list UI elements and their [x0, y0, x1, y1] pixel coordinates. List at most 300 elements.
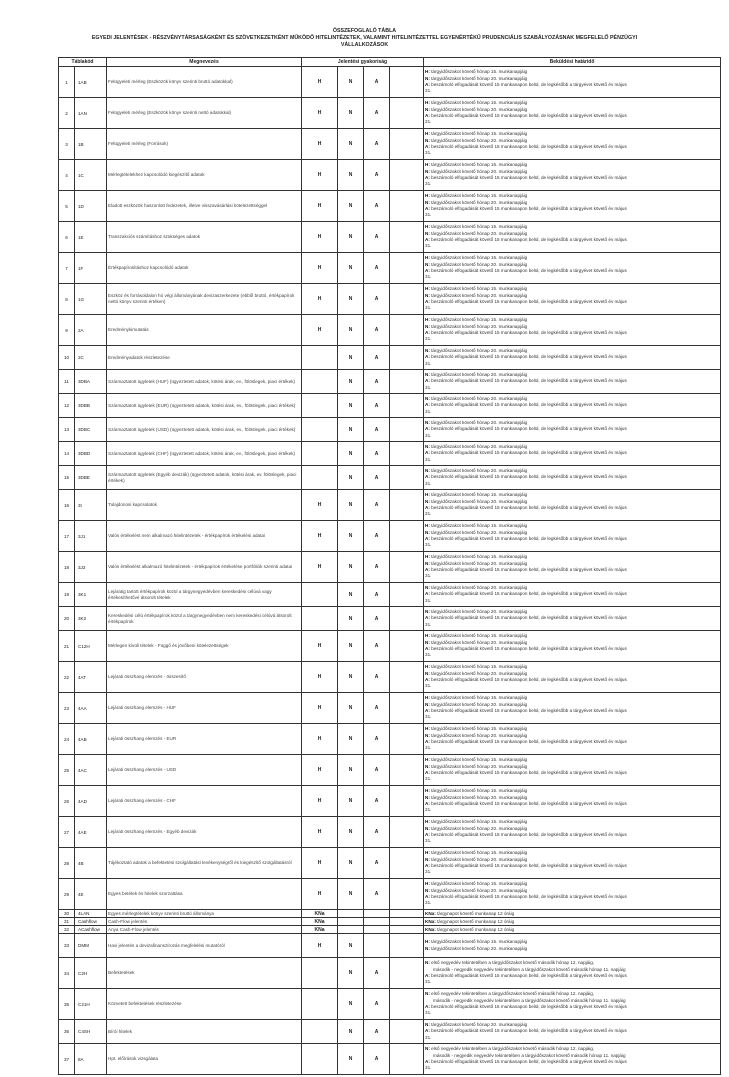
freq-h: KNa: [302, 926, 338, 934]
deadline-tail: 31.: [425, 456, 432, 462]
deadline-text: tárgyidőszakot követő hónap 20. munkanapjáig: [431, 1022, 528, 1028]
deadline-cell: H: tárgyidőszakot követő hónap 15. munkanapjáig N: tárgyidőszakot követő hónap 20. munkanapjáig A: beszámoló elfogadását követő 15 munkanapon belül, de legkésőbb a tárgyévet követő év május 31.: [424, 521, 721, 552]
deadline-text: tárgyidőszakot követő hónap 20. munkanapjáig: [431, 639, 528, 645]
table-code: 3DBA: [75, 370, 107, 394]
deadline-tail: 31.: [425, 621, 432, 627]
table-code: 4AT: [75, 662, 107, 693]
freq-a: [364, 918, 390, 926]
document-subtitle-2: VÁLLALKOZÁSOK: [340, 42, 389, 48]
freq-a: A: [364, 693, 390, 724]
table-row: [59, 817, 721, 848]
freq-spacer: [390, 848, 424, 879]
deadline-tail: 31.: [425, 88, 432, 94]
freq-a: A: [364, 631, 390, 662]
table-row: [59, 607, 721, 631]
row-number: 15: [59, 466, 75, 490]
row-number: 25: [59, 755, 75, 786]
deadline-tail: 31.: [425, 597, 432, 603]
freq-n: [338, 926, 364, 934]
table-row: [59, 755, 721, 786]
deadline-tail: 31.: [425, 181, 432, 187]
deadline-text: beszámoló elfogadását követő 15 munkanapon belül, de legkésőbb a tárgyévet követő év május: [431, 739, 627, 744]
table-row: [59, 98, 721, 129]
summary-table: [58, 57, 721, 1075]
deadline-text: beszámoló elfogadását követő 15 munkanapon belül, de legkésőbb a tárgyévet követő év május: [431, 770, 627, 775]
freq-n: N: [338, 160, 364, 191]
deadline-text: tárgyidőszakot követő hónap 20. munkanapjáig: [431, 468, 528, 474]
deadline-text: tárgyidőszakot követő hónap 15. munkanapjáig: [431, 492, 528, 498]
freq-n: N: [338, 552, 364, 583]
freq-n: N: [338, 817, 364, 848]
deadline-cell: N: tárgyidőszakot követő hónap 20. munkanapjáig A: beszámoló elfogadását követő 15 munkanapon belül, de legkésőbb a tárgyévet követő év május 31.: [424, 442, 721, 466]
freq-a: A: [364, 662, 390, 693]
deadline-tail: 31.: [425, 573, 432, 579]
row-number: 24: [59, 724, 75, 755]
deadline-cell: N: első negyedév tekintetében a tárgyidőszakot követő második hónap 12. napjáig, második - negyedik negyedév tekintetében a tárgyidőszakot követő második hónap 11. napjáig A: beszámoló elfogadását követő 15 munkanapon belül, de legkésőbb a tárgyévet követő év május 31.: [424, 1044, 721, 1075]
freq-h: H: [302, 934, 338, 958]
freq-a: A: [364, 490, 390, 521]
freq-n: N: [338, 394, 364, 418]
deadline-text: tárgyidőszakot követő hónap 15. munkanapjáig: [431, 255, 528, 261]
freq-n: N: [338, 662, 364, 693]
row-number: 9: [59, 315, 75, 346]
table-row: [59, 786, 721, 817]
table-row: [59, 315, 721, 346]
freq-h: H: [302, 786, 338, 817]
row-number: 11: [59, 370, 75, 394]
deadline-text: beszámoló elfogadását követő 15 munkanapon belül, de legkésőbb a tárgyévet követő év május: [431, 82, 627, 87]
table-code: 3DBE: [75, 466, 107, 490]
deadline-cell: N: tárgyidőszakot követő hónap 20. munkanapjáig A: beszámoló elfogadását követő 15 munkanapon belül, de legkésőbb a tárgyévet követő év május 31.: [424, 583, 721, 607]
deadline-cell: H: tárgyidőszakot követő hónap 15. munkanapjáig N: tárgyidőszakot követő hónap 20. munkanapjáig A: beszámoló elfogadását követő 15 munkanapon belül, de legkésőbb a tárgyévet követő év május 31.: [424, 817, 721, 848]
row-description: Tájékoztató adatok a befektetési szolgáltatási tevékenységről és kiegészítő szolgáltatásról: [107, 848, 302, 879]
table-row: [59, 253, 721, 284]
table-row: [59, 129, 721, 160]
freq-a: A: [364, 315, 390, 346]
table-body: [59, 67, 721, 1075]
deadline-cell: H: tárgyidőszakot követő hónap 15. munkanapjáig N: tárgyidőszakot követő hónap 20. munkanapjáig A: beszámoló elfogadását követő 15 munkanapon belül, de legkésőbb a tárgyévet követő év május 31.: [424, 315, 721, 346]
table-code: 1AB: [75, 67, 107, 98]
table-code: 1D: [75, 191, 107, 222]
row-number: 19: [59, 583, 75, 607]
row-number: 21: [59, 631, 75, 662]
table-code: C2H: [75, 958, 107, 989]
deadline-text: beszámoló elfogadását követő 15 munkanapon belül, de legkésőbb a tárgyévet követő év május: [431, 378, 627, 384]
freq-a: A: [364, 394, 390, 418]
deadline-text: beszámoló elfogadását követő 15 munkanapon belül, de legkésőbb a tárgyévet követő év május: [431, 402, 627, 408]
deadline-tail: 31.: [425, 1065, 432, 1071]
deadline-text: tárgyidőszakot követő hónap 15. munkanapjáig: [431, 193, 528, 199]
freq-spacer: [390, 466, 424, 490]
deadline-text: beszámoló elfogadását követő 15 munkanapon belül, de legkésőbb a tárgyévet követő év május: [431, 615, 627, 621]
row-number: 22: [59, 662, 75, 693]
table-code: 4B: [75, 848, 107, 879]
deadline-cell: H: tárgyidőszakot követő hónap 15. munkanapjáig N: tárgyidőszakot követő hónap 20. munkanapjáig A: beszámoló elfogadását követő 15 munkanapon belül, de legkésőbb a tárgyévet követő év május 31.: [424, 129, 721, 160]
row-number: 35: [59, 989, 75, 1020]
row-number: 28: [59, 848, 75, 879]
row-number: 27: [59, 817, 75, 848]
freq-h: [302, 394, 338, 418]
row-number: 10: [59, 346, 75, 370]
row-description: Eszköz és forrásoldalon hó végi állományának devizaszerkezete (ebből bruttó, értékpapírok nettó könyv szerinti értéken): [107, 284, 302, 315]
table-code: 4AD: [75, 786, 107, 817]
row-number: 34: [59, 958, 75, 989]
deadline-text: tárgyidőszakot követő hónap 15. munkanapjáig: [431, 850, 528, 856]
deadline-text: tárgyidőszakot követő hónap 20. munkanapjáig: [431, 396, 528, 402]
deadline-tail: 31.: [425, 336, 432, 342]
deadline-cell: H: tárgyidőszakot követő hónap 15. munkanapjáig N: tárgyidőszakot követő hónap 20. munkanapjáig A: beszámoló elfogadását követő 15 munkanapon belül, de legkésőbb a tárgyévet követő év május 31.: [424, 284, 721, 315]
deadline-text: tárgyidőszakot követő hónap 20. munkanapjáig: [431, 529, 528, 535]
freq-h: KNa: [302, 918, 338, 926]
deadline-text: tárgyidőszakot követő hónap 15. munkanapjáig: [431, 788, 528, 794]
deadline-tail: 31.: [425, 838, 432, 844]
table-row: [59, 1044, 721, 1075]
freq-a: A: [364, 786, 390, 817]
freq-spacer: [390, 1044, 424, 1075]
freq-spacer: [390, 490, 424, 521]
deadline-text: tárgyidőszakot követő hónap 20. munkanapjáig: [431, 825, 528, 831]
row-number: 7: [59, 253, 75, 284]
row-description: Felügyeleti mérleg (Eszközök könyv szerinti nettó adatokkal): [107, 98, 302, 129]
table-row: [59, 394, 721, 418]
deadline-cell: N: első negyedév tekintetében a tárgyidőszakot követő második hónap 12. napjáig, második - negyedik negyedév tekintetében a tárgyidőszakot követő második hónap 11. napjáig A: beszámoló elfogadását követő 15 munkanapon belül, de legkésőbb a tárgyévet követő év május 31.: [424, 958, 721, 989]
deadline-text: első negyedév tekintetében a tárgyidőszakot követő második hónap 12. napjáig,: [431, 960, 595, 966]
freq-n: N: [338, 370, 364, 394]
deadline-text: tárgyidőszakot követő hónap 15. munkanapjáig: [431, 286, 528, 292]
table-code: 3K2: [75, 607, 107, 631]
deadline-tail: 31.: [425, 652, 432, 658]
row-description: Lejárati összhang elemzés - HUF: [107, 693, 302, 724]
table-code: 3I: [75, 490, 107, 521]
table-code: Cashflow: [75, 918, 107, 926]
table-code: ACashflow: [75, 926, 107, 934]
freq-n: N: [338, 631, 364, 662]
table-row: [59, 910, 721, 918]
deadline-cell: H: tárgyidőszakot követő hónap 15. munkanapjáig N: tárgyidőszakot követő hónap 20. munkanapjáig A: beszámoló elfogadását követő 15 munkanapon belül, de legkésőbb a tárgyévet követő év május 31.: [424, 724, 721, 755]
table-code: 1E: [75, 222, 107, 253]
deadline-text: beszámoló elfogadását követő 15 munkanapon belül, de legkésőbb a tárgyévet követő év május: [431, 801, 627, 806]
row-description: Cash-Flow jelentés: [107, 918, 302, 926]
freq-spacer: [390, 129, 424, 160]
deadline-tail: 31.: [425, 714, 432, 720]
row-description: Felügyeleti mérleg (Eszközök könyv szerinti bruttó adatokkal): [107, 67, 302, 98]
row-description: Származtatott ügyletek (EUR) (ügyeztetett adatok, kötési árak, ev., fölöslegek, piaci értékek): [107, 394, 302, 418]
freq-h: H: [302, 817, 338, 848]
freq-spacer: [390, 1020, 424, 1044]
deadline-cell: N: tárgyidőszakot követő hónap 20. munkanapjáig A: beszámoló elfogadását követő 15 munkanapon belül, de legkésőbb a tárgyévet követő év május 31.: [424, 394, 721, 418]
freq-spacer: [390, 521, 424, 552]
table-row: [59, 724, 721, 755]
freq-spacer: [390, 724, 424, 755]
deadline-text: beszámoló elfogadását követő 15 munkanapon belül, de legkésőbb a tárgyévet követő év május: [431, 973, 627, 978]
table-header-row: [59, 58, 721, 67]
freq-n: N: [338, 253, 364, 284]
freq-spacer: [390, 693, 424, 724]
deadline-tail: 31.: [425, 869, 432, 875]
deadline-tail: 31.: [425, 480, 432, 486]
freq-h: H: [302, 662, 338, 693]
table-code: C12H: [75, 631, 107, 662]
table-code: 3DBB: [75, 394, 107, 418]
freq-spacer: [390, 370, 424, 394]
table-code: 2C: [75, 346, 107, 370]
row-description: Bírói hitelek: [107, 1020, 302, 1044]
deadline-text: tárgyidőszakot követő hónap 15. munkanapjáig: [431, 633, 528, 639]
deadline-tail: 31.: [425, 1034, 432, 1040]
deadline-text: tárgyidőszakot követő hónap 20. munkanapjáig: [431, 323, 528, 329]
deadline-cell: N: tárgyidőszakot követő hónap 20. munkanapjáig A: beszámoló elfogadását követő 15 munkanapon belül, de legkésőbb a tárgyévet követő év május 31.: [424, 1020, 721, 1044]
freq-n: N: [338, 490, 364, 521]
deadline-text: tárgyidőszakot követő hónap 15. munkanapjáig: [431, 224, 528, 230]
deadline-cell: H: tárgyidőszakot követő hónap 15. munkanapjáig N: tárgyidőszakot követő hónap 20. munkanapjáig A: beszámoló elfogadását követő 15 munkanapon belül, de legkésőbb a tárgyévet követő év május 31.: [424, 631, 721, 662]
table-row: [59, 346, 721, 370]
row-description: Eladott eszközök haszonlott fedezetek, illetve visszavásárlási kötelezettséggel: [107, 191, 302, 222]
deadline-text: tárgyidőszakot követő hónap 20. munkanapjáig: [431, 887, 528, 893]
deadline-tail: 31.: [425, 360, 432, 366]
freq-spacer: [390, 926, 424, 934]
deadline-tail: 31.: [425, 432, 432, 438]
freq-a: A: [364, 583, 390, 607]
freq-h: [302, 1044, 338, 1075]
row-number: 5: [59, 191, 75, 222]
row-number: 14: [59, 442, 75, 466]
deadline-cell: H: tárgyidőszakot követő hónap 15. munkanapjáig N: tárgyidőszakot követő hónap 20. munkanapjáig A: beszámoló elfogadását követő 15 munkanapon belül, de legkésőbb a tárgyévet követő év május 31.: [424, 160, 721, 191]
row-description: Értékpapírosításhoz kapcsolódó adatok: [107, 253, 302, 284]
row-number: 37: [59, 1044, 75, 1075]
deadline-text: második - negyedik negyedév tekintetében a tárgyidőszakot követő második hónap 11. napjáig: [433, 997, 626, 1003]
deadline-text: tárgyidőszakot követő hónap 20. munkanapjáig: [431, 75, 528, 81]
freq-spacer: [390, 67, 424, 98]
freq-h: H: [302, 315, 338, 346]
deadline-cell: KNa: tárgynapot követő munkanap 12 óráig: [424, 918, 721, 926]
table-row: [59, 222, 721, 253]
row-number: 32: [59, 926, 75, 934]
row-description: Felügyeleti mérleg (Források): [107, 129, 302, 160]
deadline-text: tárgyidőszakot követő hónap 20. munkanapjáig: [431, 420, 528, 426]
table-code: 3DBC: [75, 418, 107, 442]
deadline-text: beszámoló elfogadását követő 15 munkanapon belül, de legkésőbb a tárgyévet követő év május: [431, 591, 627, 597]
freq-spacer: [390, 418, 424, 442]
deadline-text: tárgyidőszakot követő hónap 15. munkanapjáig: [431, 131, 528, 137]
row-description: Transzakciós számításhoz szükséges adatok: [107, 222, 302, 253]
freq-n: N: [338, 1044, 364, 1075]
document-header: [0, 0, 729, 49]
deadline-text: beszámoló elfogadását követő 15 munkanapon belül, de legkésőbb a tárgyévet követő év május: [431, 536, 627, 541]
deadline-cell: H: tárgyidőszakot követő hónap 15. munkanapjáig N: tárgyidőszakot követő hónap 20. munkanapjáig A: beszámoló elfogadását követő 15 munkanapon belül, de legkésőbb a tárgyévet követő év május 31.: [424, 253, 721, 284]
table-code: 4E: [75, 879, 107, 910]
table-row: [59, 926, 721, 934]
deadline-tail: 31.: [425, 274, 432, 280]
table-row: [59, 693, 721, 724]
deadline-cell: H: tárgyidőszakot követő hónap 15. munkanapjáig N: tárgyidőszakot követő hónap 20. munkanapjáig A: beszámoló elfogadását követő 15 munkanapon belül, de legkésőbb a tárgyévet követő év május 31.: [424, 552, 721, 583]
freq-h: [302, 418, 338, 442]
freq-spacer: [390, 817, 424, 848]
table-code: 1G: [75, 284, 107, 315]
freq-spacer: [390, 394, 424, 418]
row-description: Lejárati összhang elemzés - Egyéb devizák: [107, 817, 302, 848]
deadline-cell: H: tárgyidőszakot követő hónap 15. munkanapjáig N: tárgyidőszakot követő hónap 20. munkanapjáig A: beszámoló elfogadását követő 15 munkanapon belül, de legkésőbb a tárgyévet követő év május 31.: [424, 786, 721, 817]
deadline-text: beszámoló elfogadását követő 15 munkanapon belül, de legkésőbb a tárgyévet követő év május: [431, 426, 627, 432]
deadline-text: tárgyidőszakot követő hónap 20. munkanapjáig: [431, 444, 528, 450]
deadline-tail: 31.: [425, 119, 432, 125]
freq-spacer: [390, 284, 424, 315]
table-row: [59, 418, 721, 442]
deadline-text: tárgyidőszakot követő hónap 15. munkanapjáig: [431, 100, 528, 106]
table-code: C21H: [75, 989, 107, 1020]
freq-a: A: [364, 98, 390, 129]
deadline-cell: N: első negyedév tekintetében a tárgyidőszakot követő második hónap 12. napjáig, második - negyedik negyedév tekintetében a tárgyidőszakot követő második hónap 11. napjáig A: beszámoló elfogadását követő 15 munkanapon belül, de legkésőbb a tárgyévet követő év május 31.: [424, 989, 721, 1020]
freq-spacer: [390, 346, 424, 370]
row-number: 17: [59, 521, 75, 552]
freq-a: A: [364, 552, 390, 583]
row-number: 18: [59, 552, 75, 583]
row-description: Tulajdonosi kapcsolatok: [107, 490, 302, 521]
freq-h: H: [302, 755, 338, 786]
deadline-text: tárgyidőszakot követő hónap 20. munkanapjáig: [431, 137, 528, 143]
freq-a: A: [364, 1020, 390, 1044]
freq-a: [364, 926, 390, 934]
deadline-text: beszámoló elfogadását követő 15 munkanapon belül, de legkésőbb a tárgyévet követő év május: [431, 450, 627, 456]
deadline-text: tárgyidőszakot követő hónap 15. munkanapjáig: [431, 695, 528, 701]
table-code: 3K1: [75, 583, 107, 607]
freq-h: [302, 607, 338, 631]
freq-n: N: [338, 693, 364, 724]
deadline-text: tárgynapot követő munkanap 12 óráig: [437, 918, 515, 924]
deadline-cell: H: tárgyidőszakot követő hónap 15. munkanapjáig N: tárgyidőszakot követő hónap 20. munkanapjáig A: beszámoló elfogadását követő 15 munkanapon belül, de legkésőbb a tárgyévet követő év május 31.: [424, 191, 721, 222]
row-description: Kereskedési célú értékpapírok közül a tárgynegyedévben nem kereskedési célúvá átsorolt értékpapírok: [107, 607, 302, 631]
row-description: Mérlegtételekhez kapcsolódó kiegészítő adatok: [107, 160, 302, 191]
row-number: 26: [59, 786, 75, 817]
table-row: [59, 662, 721, 693]
deadline-text: tárgyidőszakot követő hónap 15. munkanapjáig: [431, 523, 528, 529]
freq-h: H: [302, 191, 338, 222]
row-description: Lejárati összhang elemzés - EUR: [107, 724, 302, 755]
deadline-text: tárgyidőszakot követő hónap 20. munkanapjáig: [431, 168, 528, 174]
table-code: 8A: [75, 1044, 107, 1075]
freq-spacer: [390, 910, 424, 918]
deadline-text: tárgyidőszakot követő hónap 20. munkanapjáig: [431, 199, 528, 205]
deadline-text: tárgyidőszakot követő hónap 20. munkanapjáig: [431, 701, 528, 707]
deadline-text: beszámoló elfogadását követő 15 munkanapon belül, de legkésőbb a tárgyévet követő év május: [431, 894, 627, 899]
deadline-text: első negyedév tekintetében a tárgyidőszakot követő második hónap 12. napjáig,: [431, 1046, 595, 1052]
row-number: 4: [59, 160, 75, 191]
table-row: [59, 879, 721, 910]
freq-n: N: [338, 786, 364, 817]
deadline-cell: N: tárgyidőszakot követő hónap 20. munkanapjáig A: beszámoló elfogadását követő 15 munkanapon belül, de legkésőbb a tárgyévet követő év május 31.: [424, 466, 721, 490]
table-row: [59, 1020, 721, 1044]
deadline-tail: 31.: [425, 305, 432, 311]
freq-a: A: [364, 253, 390, 284]
table-row: [59, 918, 721, 926]
table-row: [59, 284, 721, 315]
document-title: ÖSSZEFOGLALÓ TÁBLA: [332, 28, 397, 34]
row-number: 33: [59, 934, 75, 958]
freq-h: H: [302, 724, 338, 755]
table-row: [59, 989, 721, 1020]
table-code: 4AA: [75, 693, 107, 724]
deadline-text: tárgyidőszakot követő hónap 15. munkanapjáig: [431, 664, 528, 670]
deadline-tail: 31.: [425, 243, 432, 249]
table-row: [59, 490, 721, 521]
freq-spacer: [390, 934, 424, 958]
table-code: 2A: [75, 315, 107, 346]
table-code: 1F: [75, 253, 107, 284]
freq-a: A: [364, 466, 390, 490]
freq-n: N: [338, 958, 364, 989]
freq-n: N: [338, 583, 364, 607]
freq-a: A: [364, 607, 390, 631]
row-description: Egyes betétek és hitelek szorzattása: [107, 879, 302, 910]
deadline-cell: H: tárgyidőszakot követő hónap 15. munkanapjáig N: tárgyidőszakot követő hónap 20. munkanapjáig A: beszámoló elfogadását követő 15 munkanapon belül, de legkésőbb a tárgyévet követő év május 31.: [424, 490, 721, 521]
row-description: Lejárati összhang elemzés - CHF: [107, 786, 302, 817]
freq-n: N: [338, 129, 364, 160]
row-description: Havi jelentés a devizafinanszírozás megfelelési mutatóról: [107, 934, 302, 958]
table-row: [59, 934, 721, 958]
table-code: 4AC: [75, 755, 107, 786]
deadline-text: második - negyedik negyedév tekintetében a tárgyidőszakot követő második hónap 11. napjáig: [433, 966, 626, 972]
freq-h: [302, 466, 338, 490]
deadline-cell: KNa: tárgynapot követő munkanap 12 óráig: [424, 926, 721, 934]
deadline-cell: H: tárgyidőszakot követő hónap 15. munkanapjáig N: tárgyidőszakot követő hónap 20. munkanapjáig: [424, 934, 721, 958]
row-number: 2: [59, 98, 75, 129]
freq-h: KNa: [302, 910, 338, 918]
freq-n: N: [338, 755, 364, 786]
freq-a: A: [364, 521, 390, 552]
deadline-text: tárgyidőszakot követő hónap 20. munkanapjáig: [431, 106, 528, 112]
deadline-text: tárgyidőszakot követő hónap 20. munkanapjáig: [431, 945, 528, 951]
deadline-text: tárgyidőszakot követő hónap 20. munkanapjáig: [431, 292, 528, 298]
freq-spacer: [390, 631, 424, 662]
table-code: C4SH: [75, 1020, 107, 1044]
table-code: 4AE: [75, 817, 107, 848]
deadline-cell: H: tárgyidőszakot követő hónap 15. munkanapjáig N: tárgyidőszakot követő hónap 20. munkanapjáig A: beszámoló elfogadását követő 15 munkanapon belül, de legkésőbb a tárgyévet követő év május 31.: [424, 755, 721, 786]
freq-spacer: [390, 958, 424, 989]
deadline-cell: N: tárgyidőszakot követő hónap 20. munkanapjáig A: beszámoló elfogadását követő 15 munkanapon belül, de legkésőbb a tárgyévet követő év május 31.: [424, 607, 721, 631]
deadline-text: tárgyidőszakot követő hónap 20. munkanapjáig: [431, 670, 528, 676]
table-code: 3J1: [75, 521, 107, 552]
table-code: 1C: [75, 160, 107, 191]
deadline-text: tárgyidőszakot követő hónap 20. munkanapjáig: [431, 230, 528, 236]
freq-h: [302, 989, 338, 1020]
freq-h: H: [302, 490, 338, 521]
deadline-text: tárgyidőszakot követő hónap 15. munkanapjáig: [431, 881, 528, 887]
table-row: [59, 160, 721, 191]
table-row: [59, 67, 721, 98]
freq-spacer: [390, 989, 424, 1020]
deadline-text: tárgyidőszakot követő hónap 15. munkanapjáig: [431, 554, 528, 560]
freq-h: H: [302, 129, 338, 160]
deadline-cell: N: tárgyidőszakot követő hónap 20. munkanapjáig A: beszámoló elfogadását követő 15 munkanapon belül, de legkésőbb a tárgyévet követő év május 31.: [424, 346, 721, 370]
freq-h: H: [302, 521, 338, 552]
row-description: Származtatott ügyletek (HUF) (ügyeztetett adatok, kötési árak, ev., fölöslegek, piaci értékek): [107, 370, 302, 394]
deadline-text: tárgyidőszakot követő hónap 20. munkanapjáig: [431, 261, 528, 267]
deadline-text: tárgyidőszakot követő hónap 15. munkanapjáig: [431, 162, 528, 168]
freq-spacer: [390, 607, 424, 631]
freq-n: N: [338, 222, 364, 253]
row-description: Származtatott ügyletek (CHF) (ügyeztetett adatok, kötési árak, ev., fölöslegek, piaci értékek): [107, 442, 302, 466]
freq-a: A: [364, 129, 390, 160]
deadline-cell: H: tárgyidőszakot követő hónap 15. munkanapjáig N: tárgyidőszakot követő hónap 20. munkanapjáig A: beszámoló elfogadását követő 15 munkanapon belül, de legkésőbb a tárgyévet követő év május 31.: [424, 662, 721, 693]
deadline-text: második - negyedik negyedév tekintetében a tárgyidőszakot követő második hónap 11. napjáig: [433, 1052, 626, 1058]
deadline-text: beszámoló elfogadását követő 15 munkanapon belül, de legkésőbb a tárgyévet követő év május: [431, 646, 627, 651]
freq-n: N: [338, 418, 364, 442]
deadline-cell: H: tárgyidőszakot követő hónap 15. munkanapjáig N: tárgyidőszakot követő hónap 20. munkanapjáig A: beszámoló elfogadását követő 15 munkanapon belül, de legkésőbb a tárgyévet követő év május 31.: [424, 98, 721, 129]
deadline-tail: 31.: [425, 542, 432, 548]
deadline-tail: 31.: [425, 807, 432, 813]
freq-a: A: [364, 1044, 390, 1075]
deadline-text: tárgyidőszakot követő hónap 20. munkanapjáig: [431, 794, 528, 800]
deadline-text: beszámoló elfogadását követő 15 munkanapon belül, de legkésőbb a tárgyévet követő év május: [431, 299, 627, 304]
